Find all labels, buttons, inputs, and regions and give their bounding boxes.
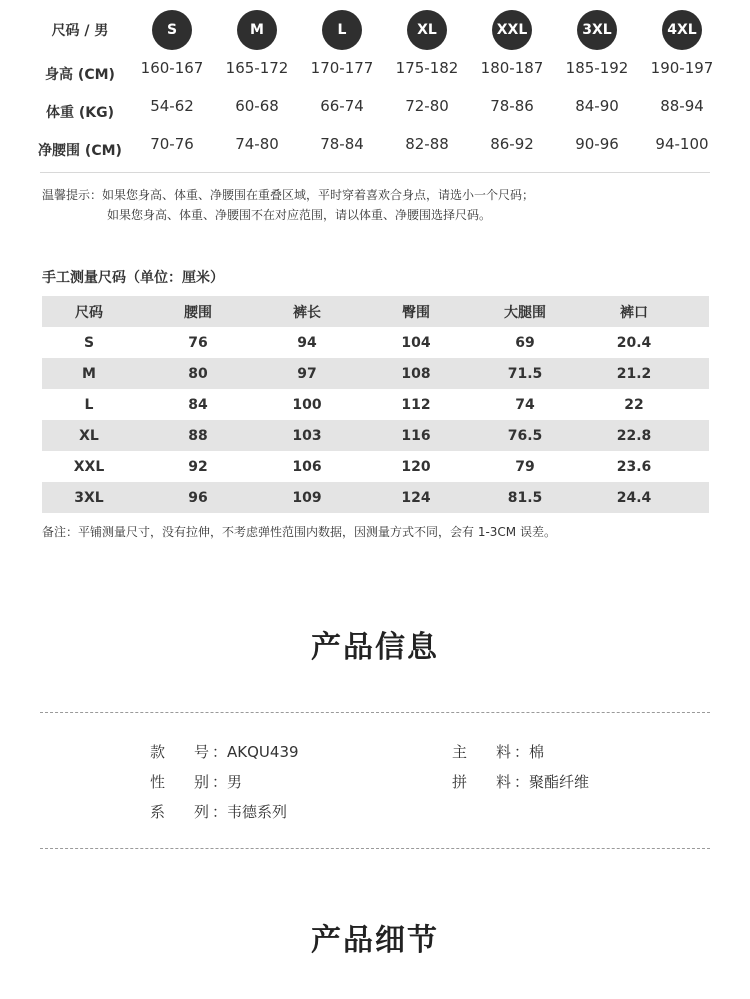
height-cell: 160-167 [140,59,204,77]
table-cell: L [84,396,94,413]
size-badge-s: S [152,10,192,50]
waist-cell: 90-96 [575,135,619,153]
table-cell: 71.5 [507,365,543,382]
table-row [42,420,709,451]
table-cell: 124 [401,489,431,506]
table-cell: M [82,365,96,382]
waist-row-label: 净腰围 (CM) [38,143,122,159]
table-cell: 22.8 [616,427,652,444]
table-cell: XL [79,427,99,444]
info-value: 棉 [529,743,545,761]
table-cell: 109 [292,489,322,506]
waist-cell: 74-80 [235,135,279,153]
table-header-cell: 裤口 [620,304,648,321]
dashed-divider [40,712,710,713]
table-row [42,358,709,389]
table-cell: 76.5 [507,427,543,444]
table-header-cell: 大腿围 [504,304,546,321]
size-badge-3xl: 3XL [577,10,617,50]
size-badge-l: L [322,10,362,50]
height-cell: 180-187 [480,59,544,77]
table-cell: 96 [188,489,208,506]
size-badge-4xl: 4XL [662,10,702,50]
weight-cell: 66-74 [320,97,364,115]
waist-cell: 70-76 [150,135,194,153]
table-header-cell: 尺码 [75,304,103,321]
info-item-series: 系 列 ：韦德系列 [150,803,288,821]
table-cell: 84 [188,396,208,413]
height-cell: 165-172 [225,59,289,77]
table-cell: 116 [401,427,431,444]
height-cell: 190-197 [650,59,714,77]
info-item-secondary-material: 拼 料 ：聚酯纤维 [452,773,590,791]
table-cell: 120 [401,458,431,475]
product-info-title: 产品信息 [311,630,439,665]
table-cell: 92 [188,458,208,475]
table-cell: 80 [188,365,208,382]
table-header-row [42,296,709,327]
height-row-label: 身高 (CM) [45,67,115,83]
tip-line-2: 如果您身高、体重、净腰围不在对应范围，请以体重、净腰围选择尺码。 [107,208,492,222]
info-value: 聚酯纤维 [529,773,590,791]
table-cell: 97 [297,365,317,382]
table-header-cell: 腰围 [184,304,212,321]
product-detail-title: 产品细节 [311,923,439,958]
table-cell: 94 [297,334,317,351]
table-cell: 108 [401,365,431,382]
weight-cell: 88-94 [660,97,704,115]
size-chart-header-label: 尺码 / 男 [51,23,109,39]
tip-line-1: 温馨提示：如果您身高、体重、净腰围在重叠区域，平时穿着喜欢合身点，请选小一个尺码； [42,188,535,202]
divider [40,172,710,173]
table-cell: 21.2 [616,365,652,382]
table-row [42,451,709,482]
table-row [42,389,709,420]
table-cell: 100 [292,396,322,413]
weight-row-label: 体重 (KG) [45,105,114,121]
weight-cell: 78-86 [490,97,534,115]
measure-title: 手工测量尺码（单位：厘米） [42,270,224,286]
table-cell: 112 [401,396,431,413]
weight-cell: 72-80 [405,97,449,115]
height-cell: 170-177 [310,59,374,77]
info-value: AKQU439 [227,743,299,761]
table-cell: 22 [624,396,644,413]
table-cell: 23.6 [616,458,652,475]
height-cell: 175-182 [395,59,459,77]
table-cell: 106 [292,458,322,475]
table-cell: 103 [292,427,322,444]
table-cell: S [83,334,95,351]
height-cell: 185-192 [565,59,629,77]
table-row [42,327,709,358]
table-cell: 76 [188,334,208,351]
table-cell: 24.4 [616,489,652,506]
size-badge-m: M [237,10,277,50]
table-cell: 74 [515,396,535,413]
info-value: 男 [227,773,243,791]
waist-cell: 94-100 [655,135,709,153]
waist-cell: 86-92 [490,135,534,153]
waist-cell: 82-88 [405,135,449,153]
table-cell: 20.4 [616,334,652,351]
info-item-style-no: 款 号 ：AKQU439 [150,743,299,761]
waist-cell: 78-84 [320,135,364,153]
table-cell: 88 [188,427,208,444]
table-row [42,482,709,513]
table-cell: 81.5 [507,489,543,506]
size-badge-xl: XL [407,10,447,50]
measure-table [42,296,709,513]
table-cell: 79 [515,458,535,475]
size-badge-xxl: XXL [492,10,532,50]
table-cell: XXL [73,458,105,475]
table-cell: 104 [401,334,431,351]
table-header-cell: 裤长 [293,304,321,321]
weight-cell: 84-90 [575,97,619,115]
measure-note: 备注：平铺测量尺寸，没有拉伸，不考虑弹性范围内数据，因测量方式不同，会有 1-3CM 误差。 [42,525,556,539]
dashed-divider [40,848,710,849]
table-cell: 69 [515,334,535,351]
info-value: 韦德系列 [227,803,288,821]
info-item-gender: 性 别 ：男 [150,773,243,791]
info-item-main-material: 主 料 ：棉 [452,743,545,761]
table-cell: 3XL [74,489,104,506]
table-header-cell: 臀围 [402,304,430,321]
weight-cell: 54-62 [150,97,194,115]
weight-cell: 60-68 [235,97,279,115]
